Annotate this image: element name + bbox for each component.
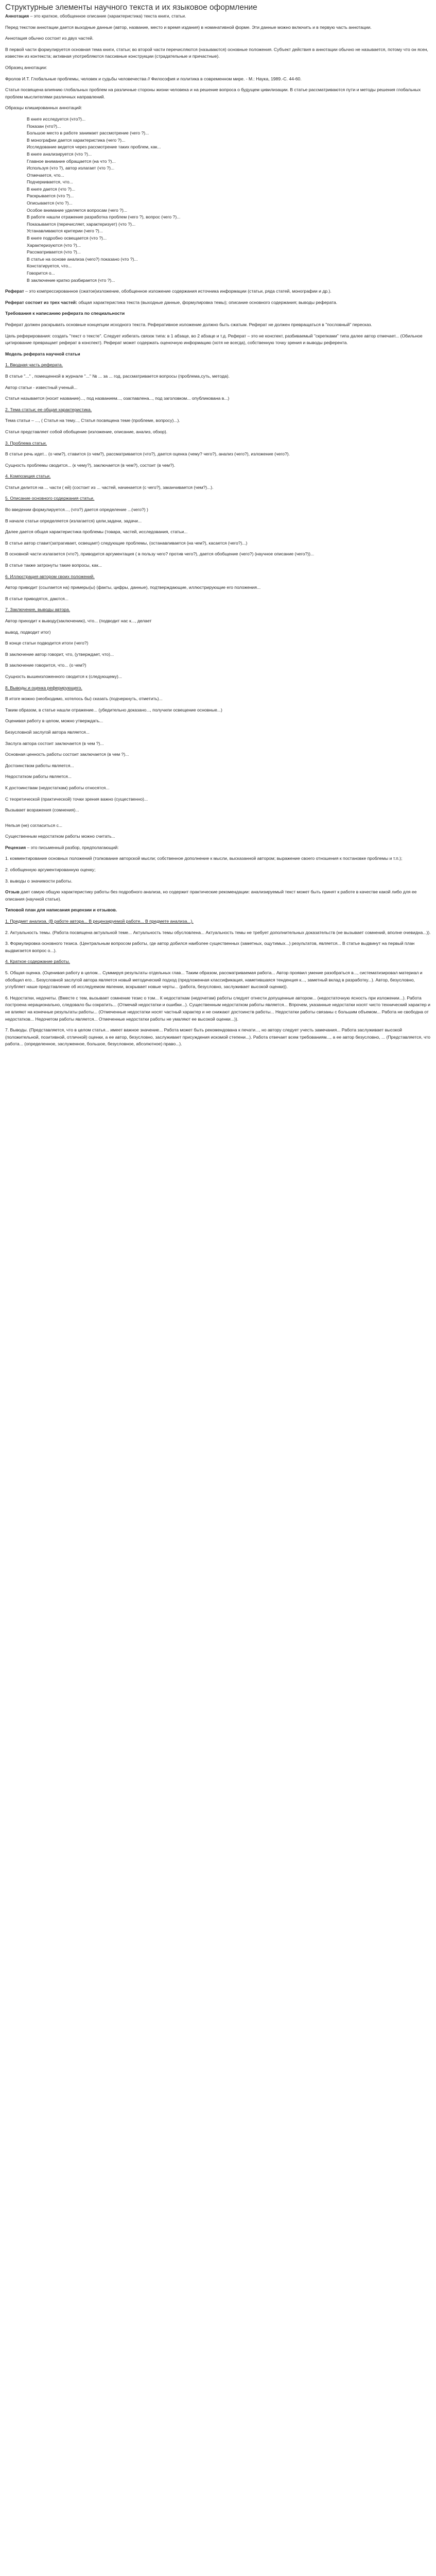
paragraph: Достоинством работы является...	[5, 762, 74, 768]
list-item: Характеризуются (что ?)...	[27, 242, 81, 248]
paragraph: Автор приводит (ссылается на) примеры(ы) (факты, цифры, данные), подтверждающие, иллюстрирующие его положения...	[5, 585, 261, 590]
list-item: Большое место в работе занимает рассмотрение (чего ?)...	[27, 130, 149, 136]
term-annotation: Аннотация	[5, 13, 29, 19]
list-item: Показывается (перечисляет, характеризует) (что ?)...	[27, 221, 136, 227]
paragraph: В заключение автор говорит, что, (утверждает, что)...	[5, 651, 114, 657]
paragraph: Основная ценность работы состоит заключается (в чем ?)...	[5, 752, 129, 757]
paragraph: В первой части формулируется основная тема книги, статьи; во второй части перечисляются (называются) основные положения. Субъект действия в аннотации обычно не называется, потому что он ясен, известен из контекста; активная употребляются пассивные конструкции (страдательные и причастные).	[5, 46, 428, 59]
paragraph: Тема статьи – ..., ( Статья на тему..., Статья посвящена теме (проблеме, вопросу)...).	[5, 418, 180, 423]
plan-item: 4. Краткое содержание работы.	[5, 959, 71, 964]
paragraph: Образцы клишированных аннотаций:	[5, 105, 82, 111]
abstract-definition: Реферат – это компрессированное (сжатое)изложение, обобщенное изложение содержания источника информации (статьи, ряда статей, монографии и др.).	[5, 289, 332, 294]
paragraph: В статье "..." , помещенной в журнале "..." № ... за ... год, рассматривается вопросы (проблема,суть, метода).	[5, 373, 230, 379]
paragraph: Существенным недостатком работы можно считать...	[5, 834, 115, 839]
paragraph: Аннотация обычно состоит из двух частей.	[5, 36, 94, 41]
paragraph: Таким образом, в статье нашли отражение... (убедительно доказано..., получили освещение основные...)	[5, 707, 222, 713]
section-heading: Модель реферата научной статьи	[5, 351, 80, 357]
paragraph: Статья посвящена влиянию глобальных проблем на различные стороны жизни человека и на решение вопроса о будущем цивилизации. В статье рассматриваются пути и методы решения глобальных проблем мыслителями различных направлений.	[5, 87, 421, 99]
paragraph: Цель реферирования: создать "текст о тексте". Следует избегать связок типа: в 1 абзаце, во 2 абзаце и т.д. Реферат – это не конспект, разбиваемый "скрепками" типа далее автор отмечает... (Обильное цитирование превращает реферат в конспект). Реферат может содержать оценочную информацию (хотя не всегда), собственную точку зрения и выводы референта.	[5, 333, 423, 346]
list-item: Устанавливаются критерии (чего ?)...	[27, 228, 103, 234]
paragraph: В начале статьи определяется (излагается) цели,задачи, задачи...	[5, 518, 142, 523]
paragraph: Заслуга автора состоит заключается (в чем ?)...	[5, 740, 104, 746]
paragraph: Нельзя (не) согласиться с...	[5, 822, 63, 828]
paragraph: Оценивая работу в целом, можно утверждать...	[5, 718, 103, 724]
section-heading: Типовой план для написания рецензии и отзывов.	[5, 907, 117, 913]
paragraph: Безусловной заслугой автора является...	[5, 729, 90, 735]
feedback-definition: Отзыв дает самую общую характеристику работы без подробного анализа, но содержит практические рекомендации: анализируемый текст может быть принят к работе в качестве какой либо для ее описания (научной статье).	[5, 889, 417, 902]
paragraph: В итоге можно (необходимо, хотелось бы) сказать (подчеркнуть, отметить)...	[5, 696, 163, 702]
term-feedback: Отзыв	[5, 889, 20, 895]
paragraph: Статья делится на ... части ( ей) (состоит из ... частей, начинается (с чего?), заканчивается (чем?)...).	[5, 484, 214, 490]
subsection-heading: 3. Проблема статьи.	[5, 440, 47, 446]
list-item: В книге анализируется (что ?)...	[27, 151, 92, 157]
paragraph: Автор приходит к выводу(заключению), что... (подводит нас к..., делает	[5, 618, 152, 623]
paragraph: В заключение говорится, что... (о чем?)	[5, 663, 86, 668]
paragraph: Сущность вышеизложенного сводится к (следующему)...	[5, 673, 123, 679]
page-title: Структурные элементы научного текста и их языковое оформление	[5, 3, 257, 12]
paragraph: 2. обобщенную аргументированную оценку;	[5, 867, 96, 873]
list-item: В работе нашли отражение разработка проблем (чего ?), вопрос (чего ?)...	[27, 214, 181, 220]
list-item: Показан (что?)...	[27, 123, 61, 129]
list-item: Подчеркивается, что...	[27, 179, 73, 185]
subsection-heading: 8. Выводы и оценка реферирующего.	[5, 685, 82, 690]
review-definition: Рецензия – это письменный разбор, предполагающий:	[5, 844, 119, 850]
plan-item: 7. Выводы. (Представляется, что в целом статья... имеет важное значение... Работа может быть рекомендована к печати..., но автору следует учесть замечания... Работа заслуживает высокой (положительной, позитивной, отличной) оценки, а ее автор, безусловно, заслуживает присуждения искомой степени...). Работа отвечает всем требованиям..., а ее автор безусловно, ... (Представляется, что работа... (определенное, заслуженное, большое, безусловное, абсолютное) право...).	[5, 1027, 431, 1047]
list-item: Говорится о...	[27, 270, 55, 276]
annotation-definition: Аннотация – это краткое, обобщенное описание (характеристика) текста книги, статьи.	[5, 13, 186, 19]
term-review: Рецензия	[5, 844, 26, 850]
list-item: Главное внимание обращается (на что ?)...	[27, 158, 116, 164]
paragraph: Во введении формулируется..., (что?) дается определение ...(чего?) )	[5, 507, 148, 513]
subsection-heading: 2. Тема статьи; ее общая характеристика.	[5, 406, 92, 412]
paragraph: В статье речь идет... (о чем?), ставится (о чем?), рассматривается (что?), дается оценка (чему? чего?), анализ (чего?), изложение (чего?).	[5, 451, 290, 457]
paragraph: Далее дается общая характеристика проблемы (товара, частей, исследования, статьи...	[5, 529, 188, 535]
bibliographic-entry: Фролов И.Т. Глобальные проблемы, человек и судьбы человечества // Философия и политика в современном мире. - М.: Наука, 1989.-С. 44-60.	[5, 76, 302, 81]
list-item: Используя (что ?), автор излагает (что ?)...	[27, 165, 115, 171]
subsection-heading: 4. Композиция статьи.	[5, 473, 51, 479]
paragraph: 1. комментирование основных положений (толкование авторской мысли; собственное дополнение к мысли, высказанной автором; выражение своего отношения к постановке проблемы и т.п.);	[5, 856, 403, 861]
list-item: В монографии дается характеристика (чего ?)...	[27, 137, 126, 143]
paragraph: Статья называется (носит название)..., под названием..., озаглавлена..., под заголовком... опубликована в...)	[5, 396, 230, 401]
abstract-structure: Реферат состоит из трех частей: общая характеристика текста (выходные данные, формулировка темы); описание основного содержания; выводы реферата.	[5, 299, 338, 305]
paragraph: В статье также затронуты такие вопросы, как...	[5, 563, 102, 568]
list-item: В книге исследуется (что?)...	[27, 116, 86, 122]
document	[0, 0, 436, 1062]
paragraph: С теоретической (практической) точки зрения важно (существенно)...	[5, 796, 148, 802]
term-abstract: Реферат	[5, 289, 24, 294]
paragraph: Недостатком работы является...	[5, 774, 72, 779]
list-item: Особое внимание уделяется вопросам (чего ?)...	[27, 207, 127, 213]
paragraph: вывод, подводит итог)	[5, 629, 51, 635]
list-item: В книге подробно освещается (что ?)...	[27, 235, 107, 241]
subsection-heading: 7. Заключение, выводы автора.	[5, 607, 71, 613]
list-item: Раскрывается (что ?)...	[27, 193, 74, 199]
plan-item: 2. Актуальность темы. (Работа посвящена актуальной теме... Актуальность темы обусловлена... Актуальность темы не требует дополнительных доказательств (не вызывает сомнений, вполне очевидна...)).	[5, 929, 431, 935]
paragraph: Реферат должен раскрывать основные концепции исходного текста. Реферативное изложение должно быть сжатым. Реферат не должен превращаться в "пословный" пересказ.	[5, 321, 372, 327]
subsection-heading: 6. Иллюстрация автором своих положений.	[5, 573, 95, 579]
paragraph: Статья представляет собой обобщение (изложение, описание, анализ, обзор).	[5, 429, 168, 434]
list-item: В статье на основе анализа (чего?) показано (что ?)...	[27, 256, 138, 262]
paragraph: В статье автор ставит(затрагивает, освещает) следующие проблемы, (останавливается (на чем?), касается (чего?)...)	[5, 540, 248, 546]
paragraph: Автор статьи - известный ученый...	[5, 384, 78, 390]
list-item: Констатируется, что...	[27, 263, 72, 269]
subsection-heading: 1. Вводная часть реферата.	[5, 362, 63, 368]
paragraph: Образец аннотации:	[5, 64, 47, 70]
subsection-heading: 5. Описание основного содержания статьи.	[5, 496, 95, 501]
list-item: В заключение кратко разбирается (что ?)...	[27, 277, 115, 283]
list-item: В книге дается (что ?)...	[27, 186, 76, 192]
paragraph: Вызывает возражения (сомнения)...	[5, 807, 79, 813]
plan-item: 5. Общая оценка. (Оценивая работу в целом... Суммируя результаты отдельных глав... Таким образом, рассматриваемая работа... Автор проявил умение разобраться в..., систематизировал материал и обобщил его... Безусловной заслугой автора является новый методический подход (предложенная классификация, наметившаяся тенденция к..., заметный вклад в разработку...). Автор, безусловно, углубляет наше представление об исследуемом явлении, вскрывает новые черты... (работа, безусловно, заслуживает высокой оценки)).	[5, 970, 423, 990]
plan-item: 1. Предмет анализа. (В работе автора... В рецензируемой работе... В предмете анализа...).	[5, 919, 194, 924]
annotation-cliches-list	[5, 116, 431, 284]
paragraph: К достоинствам (недостаткам) работы относятся...	[5, 785, 110, 790]
paragraph: В статье приводятся, даются...	[5, 596, 68, 601]
section-heading: Требования к написанию реферата по специальности	[5, 311, 125, 316]
paragraph: Сущность проблемы сводится... (к чему?), заключается (в чем?), состоит (в чем?).	[5, 462, 176, 468]
plan-item: 6. Недостатки, недочеты. (Вместе с тем, вызывает сомнение тезис о том... К недостаткам (недочетам) работы следует отнести допущенные автором... (недостаточную ясность при изложении...). Работа построена нерационально, следовало бы сократить... (Отмечай недостатки и ошибки...). Существенным недостатком работы является... Впрочем, указанные недостатки носят чисто технический характер и не влияют на конечные результаты работы... (Отмеченные недостатки носят частный характер и не снижают достоинств работы... Недостатки работы связаны с большим объемом... Работа не свободна от недостатков... Недочетом работы является... Отмеченные недостатки работы не умаляют ее высокой оценки...)).	[5, 995, 430, 1022]
list-item: Рассматривается (что ?)...	[27, 249, 81, 255]
list-item: Исследование ведется через рассмотрение таких проблем, как...	[27, 144, 161, 150]
paragraph: 3. выводы о значимости работы.	[5, 878, 73, 884]
paragraph: В основной части излагается (что?), приводится аргументация ( в пользу чего? против чего?), дается обобщение (чего?) (научное описание (чего?))...	[5, 551, 315, 557]
plan-item: 3. Формулировка основного тезиса. (Центральным вопросом работы, где автор добился наиболее существенных (заметных, ощутимых...) результатов, является... В статье выдвинут на первый план выдвигается вопрос о...).	[5, 941, 415, 953]
paragraph: В конце статьи подводится итоги (чего?)	[5, 640, 89, 646]
paragraph: Перед текстом аннотации дается выходные данные (автор, название, место и время издания) в номинативной форме. Эти данные можно включить и в первую часть аннотации.	[5, 24, 372, 30]
list-item: Описывается (что ?)...	[27, 200, 73, 206]
list-item: Отмечается, что...	[27, 172, 64, 178]
spacer	[5, 818, 431, 822]
